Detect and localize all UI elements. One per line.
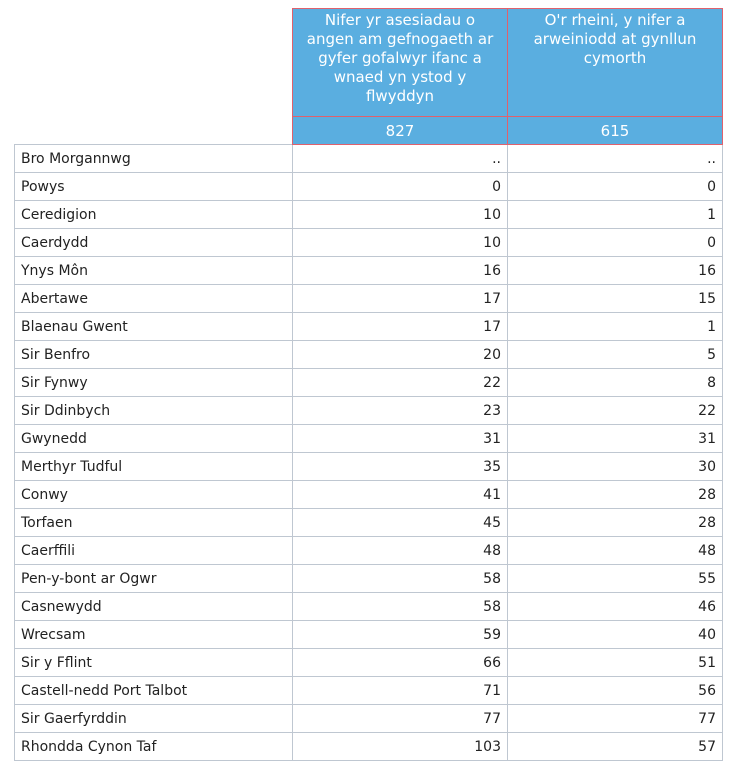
data-table-container [14, 8, 723, 761]
column-header-assessments: Nifer yr asesiadau o angen am gefnogaeth ar gyfer gofalwyr ifanc a wnaed yn ystod y flwyddyn [293, 9, 508, 117]
row-assessments-value: .. [293, 145, 508, 173]
data-table [14, 8, 723, 761]
table-row [15, 509, 723, 537]
row-support-plans-value: 46 [508, 593, 723, 621]
row-area-name: Ynys Môn [15, 257, 293, 285]
row-support-plans-value: 57 [508, 733, 723, 761]
row-support-plans-value: 8 [508, 369, 723, 397]
row-support-plans-value: 48 [508, 537, 723, 565]
table-row [15, 649, 723, 677]
row-assessments-value: 66 [293, 649, 508, 677]
row-assessments-value: 41 [293, 481, 508, 509]
row-area-name: Abertawe [15, 285, 293, 313]
row-area-name: Caerffili [15, 537, 293, 565]
row-assessments-value: 59 [293, 621, 508, 649]
row-area-name: Sir y Fflint [15, 649, 293, 677]
row-area-name: Ceredigion [15, 201, 293, 229]
row-support-plans-value: 30 [508, 453, 723, 481]
row-support-plans-value: 22 [508, 397, 723, 425]
totals-blank-cell [15, 117, 293, 145]
row-assessments-value: 103 [293, 733, 508, 761]
row-assessments-value: 58 [293, 593, 508, 621]
row-support-plans-value: 1 [508, 201, 723, 229]
row-area-name: Sir Ddinbych [15, 397, 293, 425]
table-row [15, 229, 723, 257]
row-area-name: Pen-y-bont ar Ogwr [15, 565, 293, 593]
row-area-name: Torfaen [15, 509, 293, 537]
row-support-plans-value: 55 [508, 565, 723, 593]
row-area-name: Merthyr Tudful [15, 453, 293, 481]
total-support-plans: 615 [508, 117, 723, 145]
table-row [15, 341, 723, 369]
row-area-name: Casnewydd [15, 593, 293, 621]
header-blank-cell [15, 9, 293, 117]
row-support-plans-value: 5 [508, 341, 723, 369]
table-row [15, 173, 723, 201]
table-row [15, 481, 723, 509]
table-row [15, 621, 723, 649]
row-area-name: Sir Fynwy [15, 369, 293, 397]
column-header-support-plans: O'r rheini, y nifer a arweiniodd at gynllun cymorth [508, 9, 723, 117]
row-support-plans-value: 77 [508, 705, 723, 733]
row-area-name: Powys [15, 173, 293, 201]
row-assessments-value: 22 [293, 369, 508, 397]
row-area-name: Conwy [15, 481, 293, 509]
row-area-name: Rhondda Cynon Taf [15, 733, 293, 761]
row-area-name: Bro Morgannwg [15, 145, 293, 173]
table-row [15, 201, 723, 229]
row-assessments-value: 77 [293, 705, 508, 733]
row-support-plans-value: 16 [508, 257, 723, 285]
row-assessments-value: 48 [293, 537, 508, 565]
row-assessments-value: 20 [293, 341, 508, 369]
total-assessments: 827 [293, 117, 508, 145]
row-support-plans-value: 28 [508, 509, 723, 537]
row-area-name: Caerdydd [15, 229, 293, 257]
table-row [15, 593, 723, 621]
table-body [15, 145, 723, 761]
row-area-name: Castell-nedd Port Talbot [15, 677, 293, 705]
row-support-plans-value: 15 [508, 285, 723, 313]
row-assessments-value: 23 [293, 397, 508, 425]
row-area-name: Wrecsam [15, 621, 293, 649]
row-assessments-value: 17 [293, 313, 508, 341]
row-support-plans-value: 40 [508, 621, 723, 649]
table-row [15, 145, 723, 173]
row-support-plans-value: 0 [508, 173, 723, 201]
table-row [15, 425, 723, 453]
row-support-plans-value: 31 [508, 425, 723, 453]
table-row [15, 369, 723, 397]
row-support-plans-value: .. [508, 145, 723, 173]
row-assessments-value: 31 [293, 425, 508, 453]
totals-row [15, 117, 723, 145]
row-support-plans-value: 51 [508, 649, 723, 677]
row-assessments-value: 10 [293, 229, 508, 257]
row-assessments-value: 45 [293, 509, 508, 537]
table-row [15, 397, 723, 425]
row-support-plans-value: 0 [508, 229, 723, 257]
row-assessments-value: 17 [293, 285, 508, 313]
table-row [15, 453, 723, 481]
table-row [15, 257, 723, 285]
row-area-name: Blaenau Gwent [15, 313, 293, 341]
row-support-plans-value: 1 [508, 313, 723, 341]
table-row [15, 313, 723, 341]
row-area-name: Sir Benfro [15, 341, 293, 369]
table-row [15, 677, 723, 705]
table-row [15, 537, 723, 565]
row-assessments-value: 16 [293, 257, 508, 285]
header-row [15, 9, 723, 117]
table-row [15, 285, 723, 313]
table-row [15, 705, 723, 733]
row-support-plans-value: 28 [508, 481, 723, 509]
row-assessments-value: 58 [293, 565, 508, 593]
table-row [15, 565, 723, 593]
row-support-plans-value: 56 [508, 677, 723, 705]
row-assessments-value: 0 [293, 173, 508, 201]
table-row [15, 733, 723, 761]
row-assessments-value: 71 [293, 677, 508, 705]
row-area-name: Gwynedd [15, 425, 293, 453]
row-area-name: Sir Gaerfyrddin [15, 705, 293, 733]
row-assessments-value: 10 [293, 201, 508, 229]
row-assessments-value: 35 [293, 453, 508, 481]
